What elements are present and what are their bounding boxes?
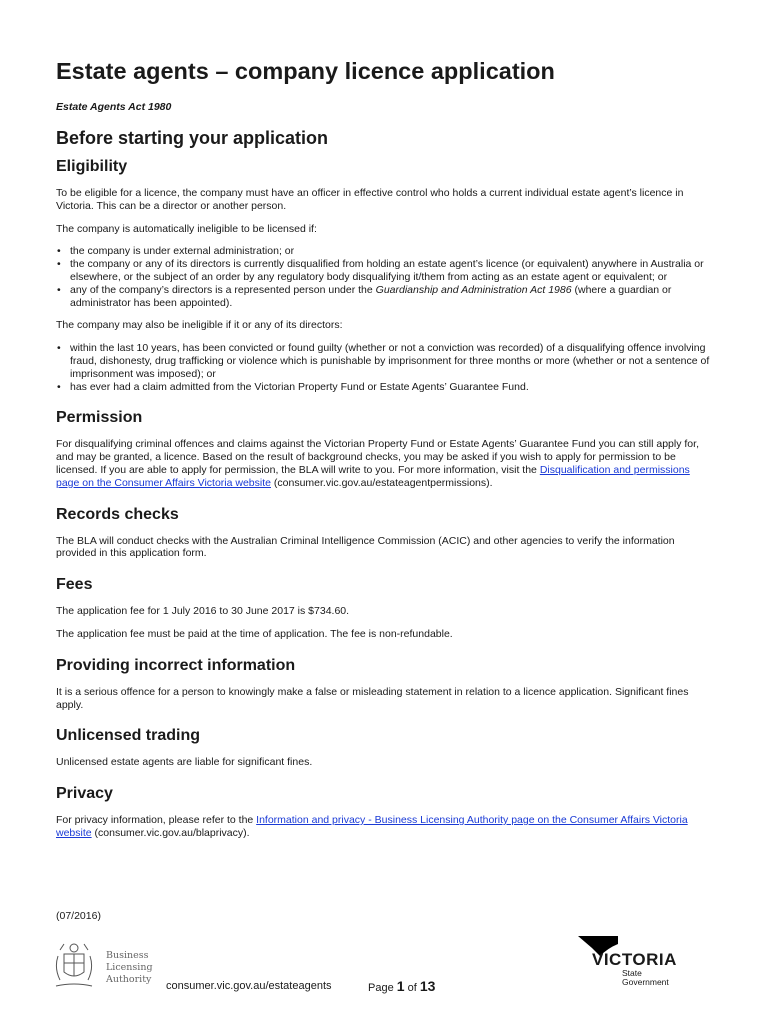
may-be-ineligible-list [56,342,716,393]
privacy-text [56,814,716,840]
incorrect-info-text: It is a serious offence for a person to knowingly make a false or misleading statement in relation to a licence application. Significant fines apply. [56,685,689,711]
eligibility-heading: Eligibility [56,158,128,175]
may-be-ineligible-intro: The company may also be ineligible if it or any of its directors: [56,319,343,332]
footer-url: consumer.vic.gov.au/estateagents [166,980,332,992]
list-item-text: any of the company’s directors is a represented person under the [70,283,376,296]
state-government-label [622,969,669,987]
permission-heading: Permission [56,409,143,427]
permission-body: For disqualifying criminal offences and claims against the Victorian Property Fund or Estate Agents’ Guarantee Fund you can still apply for, and may be granted, a licence. Based on the result of background checks, you may be asked if you wish to apply for permission to be licensed. If you are able to apply for permission, the BLA will write to you. For more information, visit the [56,438,699,476]
before-heading: Before starting your application [56,128,329,148]
bla-line: Authority [106,974,152,985]
list-item: • within the last 10 years, has been convicted or found guilty (whether or not a conviction was recorded) of a disqualifying offence involving fraud, dishonesty, drug trafficking or violence which is punishable by imprisonment for three months or more (whether or not a sentence of imprisonment was imposed); or [56,342,716,380]
unlicensed-text: Unlicensed estate agents are liable for significant fines. [56,756,313,769]
of-word: of [407,982,417,994]
list-item: • the company or any of its directors is currently disqualified from holding an estate agent’s licence (or equivalent) anywhere in Australia or elsewhere, or the subject of an order by any regulatory body disqualifying it/them from acting as an estate agent or equivalent; or [56,258,716,284]
ineligible-intro: The company is automatically ineligible to be licensed if: [56,222,317,235]
vic-sub-line: Government [622,977,669,987]
records-text: The BLA will conduct checks with the Australian Criminal Intelligence Commission (ACIC) and other agencies to verify the information provided in this application form. [56,534,675,560]
vic-sub-line: State [622,968,642,978]
act-reference: Estate Agents Act 1980 [56,101,172,113]
act-name: Guardianship and Administration Act 1986 [375,283,572,296]
bla-line: Licensing [106,962,153,973]
incorrect-info-heading: Providing incorrect information [56,656,296,674]
list-item: • has ever had a claim admitted from the Victorian Property Fund or Estate Agents’ Guarantee Fund. [56,381,716,394]
document-page [56,56,716,850]
fees-heading: Fees [56,576,93,594]
privacy-url: (consumer.vic.gov.au/blaprivacy). [91,826,250,839]
privacy-heading: Privacy [56,785,113,803]
privacy-link[interactable]: Information and privacy - Business Licensing Authority page on the Consumer Affairs Victoria website [56,814,688,839]
page-total: 13 [419,978,436,994]
fees-payment: The application fee must be paid at the time of application. The fee is non-refundable. [56,627,453,640]
eligibility-intro: To be eligible for a licence, the company must have an officer in effective control who holds a current individual estate agent’s licence in Victoria. This can be a director or another person. [56,187,684,212]
page-word: Page [368,982,394,994]
form-date: (07/2016) [56,910,101,922]
page-current: 1 [396,978,405,994]
bla-wordmark [106,950,153,986]
unlicensed-heading: Unlicensed trading [56,727,201,745]
records-heading: Records checks [56,505,179,523]
list-item: • the company is under external administration; or [56,245,716,258]
list-item [56,284,716,310]
permission-url: (consumer.vic.gov.au/estateagentpermissions). [270,476,493,489]
list-item-text: (where a guardian or administrator has been appointed). [70,283,672,309]
permission-text [56,438,716,489]
page-number [368,978,435,994]
disqualification-link[interactable]: Disqualification and permissions page on the Consumer Affairs Victoria website [56,463,690,489]
fees-amount: The application fee for 1 July 2016 to 30 June 2017 is $734.60. [56,605,350,618]
bla-line: Business [106,950,149,961]
document-title: Estate agents – company licence application [56,58,555,84]
victoria-wordmark: VICTORIA [592,950,677,969]
privacy-body: For privacy information, please refer to the [56,814,257,827]
ineligible-list [56,245,716,309]
